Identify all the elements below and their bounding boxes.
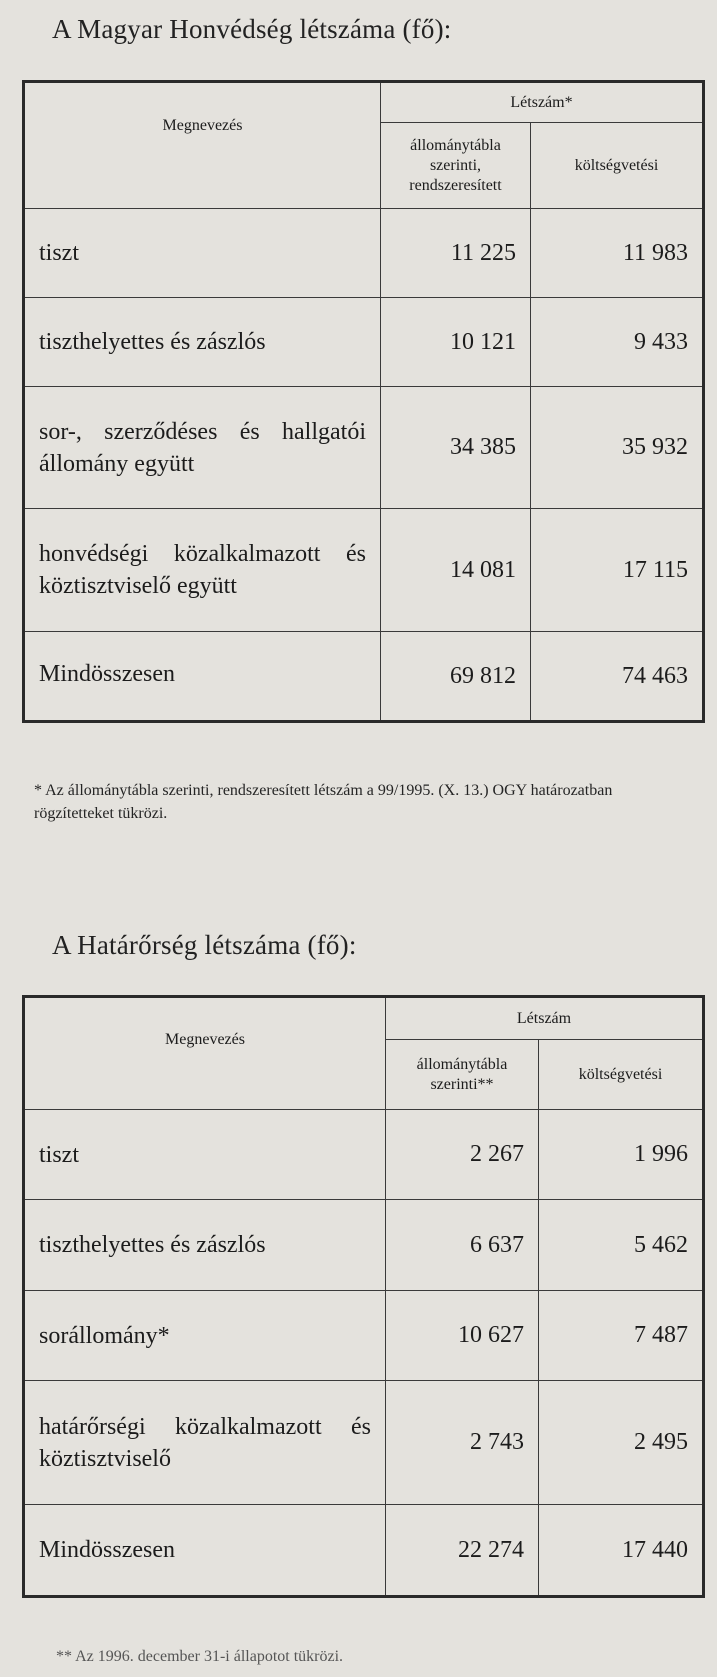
row-value: 2 267 — [386, 1110, 539, 1200]
row-value: 6 637 — [386, 1200, 539, 1291]
row-value: 34 385 — [381, 387, 531, 509]
header-name-column: Megnevezés — [24, 82, 381, 209]
row-label: tiszt — [24, 209, 381, 298]
table-row — [24, 1381, 704, 1505]
row-value: 10 627 — [386, 1291, 539, 1381]
table-row — [24, 209, 704, 298]
row-value: 17 440 — [539, 1505, 704, 1597]
header-col-koltsegvetesi: költségvetési — [531, 123, 704, 209]
header-col-allomanytabla: állománytábla szerinti, rendszeresített — [381, 123, 531, 209]
row-label: sor-, szerződéses és hallgatói állomány együtt — [24, 387, 381, 509]
table2-footnote: ** Az 1996. december 31-i állapotot tükrözi. — [56, 1648, 344, 1665]
table-row-total — [24, 632, 704, 722]
row-value: 10 121 — [381, 298, 531, 387]
table1-footnote: * Az állománytábla szerinti, rendszeresített létszám a 99/1995. (X. 13.) OGY határozatban rögzítetteket tükrözi. — [34, 782, 613, 822]
row-label: honvédségi közalkalmazott és köztisztviselő együtt — [24, 509, 381, 632]
header-name-column: Megnevezés — [24, 997, 386, 1110]
row-value: 11 983 — [531, 209, 704, 298]
row-value: 1 996 — [539, 1110, 704, 1200]
row-value: 9 433 — [531, 298, 704, 387]
row-label: tiszthelyettes és zászlós — [24, 1200, 386, 1291]
table1-title: A Magyar Honvédség létszáma (fő): — [52, 14, 452, 44]
row-label: Mindösszesen — [24, 1505, 386, 1597]
table-row-total — [24, 1505, 704, 1597]
row-value: 2 495 — [539, 1381, 704, 1505]
row-label: tiszt — [24, 1110, 386, 1200]
table-row — [24, 298, 704, 387]
hatarorseg-table — [22, 995, 705, 1598]
header-col-koltsegvetesi: költségvetési — [539, 1040, 704, 1110]
honvedseg-table — [22, 80, 705, 723]
table-row — [24, 387, 704, 509]
row-value: 11 225 — [381, 209, 531, 298]
row-value: 14 081 — [381, 509, 531, 632]
row-value: 17 115 — [531, 509, 704, 632]
header-col-allomanytabla: állománytábla szerinti** — [386, 1040, 539, 1110]
table-row — [24, 1200, 704, 1291]
row-value: 7 487 — [539, 1291, 704, 1381]
header-group-letszam: Létszám — [386, 997, 704, 1040]
row-value: 74 463 — [531, 632, 704, 722]
row-value: 69 812 — [381, 632, 531, 722]
row-value: 35 932 — [531, 387, 704, 509]
row-value: 5 462 — [539, 1200, 704, 1291]
table-row — [24, 1291, 704, 1381]
row-value: 2 743 — [386, 1381, 539, 1505]
table2-title: A Határőrség létszáma (fő): — [52, 930, 357, 960]
table-row — [24, 1110, 704, 1200]
table-row — [24, 509, 704, 632]
row-label: határőrségi közalkalmazott és köztisztviselő — [24, 1381, 386, 1505]
row-label: tiszthelyettes és zászlós — [24, 298, 381, 387]
row-value: 22 274 — [386, 1505, 539, 1597]
header-group-letszam: Létszám* — [381, 82, 704, 123]
row-label: sorállomány* — [24, 1291, 386, 1381]
row-label: Mindösszesen — [24, 632, 381, 722]
